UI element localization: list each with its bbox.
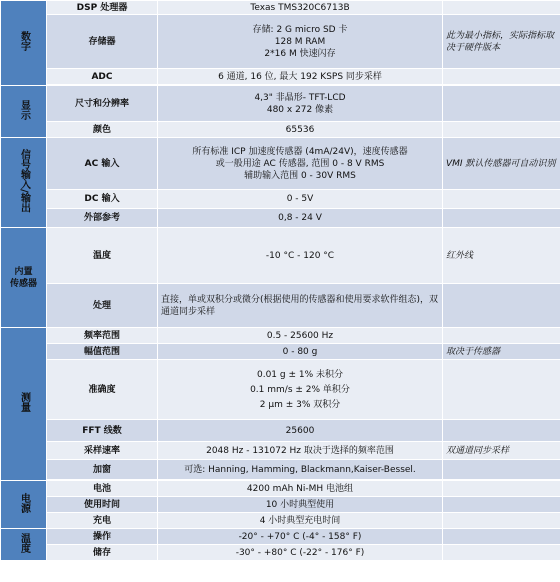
- table-row: [1, 360, 560, 420]
- row-note: [443, 69, 560, 85]
- row-note: [443, 209, 560, 228]
- table-row: [1, 344, 560, 360]
- row-note: [443, 86, 560, 122]
- row-note: [443, 529, 560, 545]
- row-note: [443, 545, 560, 561]
- row-value: -20° - +70° C (-4° - 158° F): [158, 529, 443, 545]
- row-label: AC 输入: [47, 138, 158, 190]
- row-note: [443, 1, 560, 15]
- row-value: 0.01 g ± 1% 未积分 0.1 mm/s ± 2% 单积分 2 μm ± 3% 双积分: [158, 360, 443, 420]
- row-value: 0 - 5V: [158, 190, 443, 209]
- row-note: [443, 497, 560, 513]
- row-value: -10 °C - 120 °C: [158, 228, 443, 284]
- row-value: -30° - +80° C (-22° - 176° F): [158, 545, 443, 561]
- row-label: 准确度: [47, 360, 158, 420]
- row-note: [443, 481, 560, 497]
- table-row: [1, 545, 560, 561]
- table-row: [1, 190, 560, 209]
- category-io: 信号输入/输出: [1, 138, 47, 228]
- row-label: FFT 线数: [47, 420, 158, 442]
- table-row: [1, 328, 560, 344]
- row-label: 幅值范围: [47, 344, 158, 360]
- table-row: [1, 1, 560, 15]
- table-row: [1, 15, 560, 69]
- row-label: 采样速率: [47, 442, 158, 460]
- row-label: 加窗: [47, 460, 158, 480]
- category-sensor: 内置 传感器: [1, 228, 47, 328]
- row-label: DC 输入: [47, 190, 158, 209]
- row-label: 储存: [47, 545, 158, 561]
- row-value: 0.5 - 25600 Hz: [158, 328, 443, 344]
- row-note: VMI 默认传感器可自动识别: [443, 138, 560, 190]
- row-note: [443, 420, 560, 442]
- row-note: 取决于传感器: [443, 344, 560, 360]
- row-label: 电池: [47, 481, 158, 497]
- row-value: 4,3" 非晶形- TFT-LCD 480 x 272 像素: [158, 86, 443, 122]
- table-row: [1, 228, 560, 284]
- row-value: 直接，单或双积分或微分(根据使用的传感器和使用要求软件组态)，双通道同步采样: [158, 284, 443, 328]
- row-value: 4 小时典型充电时间: [158, 513, 443, 529]
- table-row: [1, 442, 560, 460]
- row-value: 4200 mAh Ni-MH 电池组: [158, 481, 443, 497]
- table-row: [1, 497, 560, 513]
- row-value: 2048 Hz - 131072 Hz 取决于选择的频率范围: [158, 442, 443, 460]
- category-display: 显示: [1, 86, 47, 138]
- row-value: 0 - 80 g: [158, 344, 443, 360]
- row-label: 存储器: [47, 15, 158, 69]
- row-label: 充电: [47, 513, 158, 529]
- row-label: 使用时间: [47, 497, 158, 513]
- row-label: ADC: [47, 69, 158, 85]
- row-value: 10 小时典型使用: [158, 497, 443, 513]
- row-note: 红外线: [443, 228, 560, 284]
- row-label: 尺寸和分辨率: [47, 86, 158, 122]
- category-measure: 测量: [1, 328, 47, 481]
- table-row: [1, 69, 560, 85]
- row-note: [443, 328, 560, 344]
- table-row: [1, 86, 560, 122]
- table-row: [1, 138, 560, 190]
- row-note: 此为最小指标，实际指标取决于硬件版本: [443, 15, 560, 69]
- row-value: 可选: Hanning, Hamming, Blackmann,Kaiser-Bessel.: [158, 460, 443, 480]
- category-power: 电源: [1, 481, 47, 529]
- row-label: 温度: [47, 228, 158, 284]
- table-row: [1, 209, 560, 228]
- category-digital: 数字: [1, 1, 47, 86]
- row-label: DSP 处理器: [47, 1, 158, 15]
- table-row: [1, 122, 560, 138]
- category-temperature: 温度: [1, 529, 47, 561]
- row-value: 存储: 2 G micro SD 卡 128 M RAM 2*16 M 快速闪存: [158, 15, 443, 69]
- row-value: 6 通道, 16 位, 最大 192 KSPS 同步采样: [158, 69, 443, 85]
- row-note: 双通道同步采样: [443, 442, 560, 460]
- row-label: 外部参考: [47, 209, 158, 228]
- row-note: [443, 513, 560, 529]
- row-note: [443, 122, 560, 138]
- row-value: 65536: [158, 122, 443, 138]
- row-value: 25600: [158, 420, 443, 442]
- table-row: [1, 513, 560, 529]
- row-value: 所有标准 ICP 加速度传感器 (4mA/24V)，速度传感器 或一般用途 AC 传感器, 范围 0 - 8 V RMS 辅助输入范围 0 - 30V RMS: [158, 138, 443, 190]
- table-row: [1, 529, 560, 545]
- table-row: [1, 420, 560, 442]
- table-row: [1, 481, 560, 497]
- table-row: [1, 460, 560, 480]
- row-value: 0,8 - 24 V: [158, 209, 443, 228]
- row-note: [443, 284, 560, 328]
- row-note: [443, 190, 560, 209]
- row-value: Texas TMS320C6713B: [158, 1, 443, 15]
- row-label: 处理: [47, 284, 158, 328]
- row-note: [443, 360, 560, 420]
- row-label: 颜色: [47, 122, 158, 138]
- row-label: 操作: [47, 529, 158, 545]
- table-row: [1, 284, 560, 328]
- row-label: 频率范围: [47, 328, 158, 344]
- row-note: [443, 460, 560, 480]
